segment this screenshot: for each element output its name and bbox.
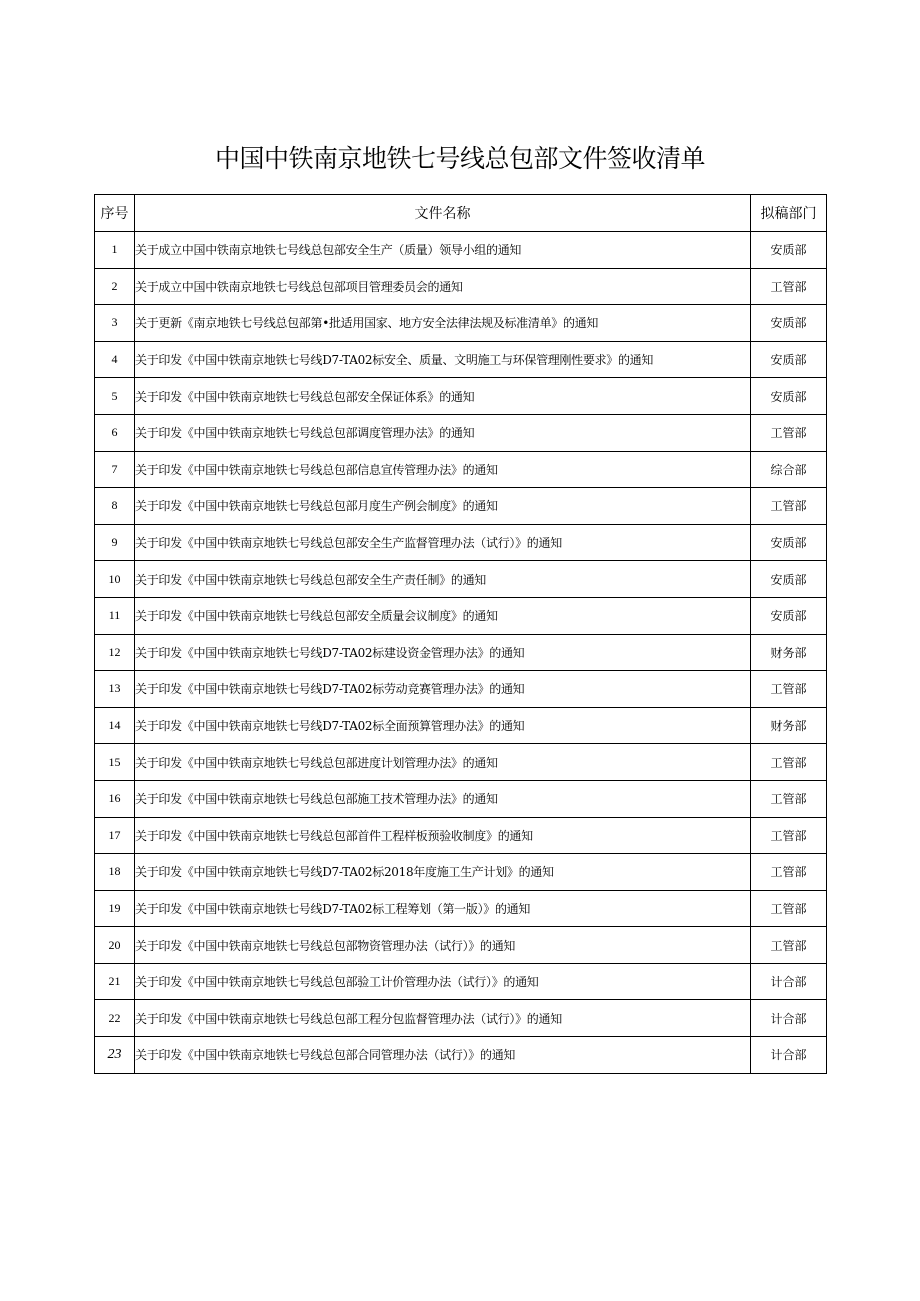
row-serial-number: 10 <box>95 561 135 598</box>
row-document-name: 关于成立中国中铁南京地铁七号线总包部项目管理委员会的通知 <box>135 268 751 305</box>
row-document-name: 关于印发《中国中铁南京地铁七号线总包部安全质量会议制度》的通知 <box>135 597 751 634</box>
table-row <box>95 780 827 817</box>
row-document-name: 关于印发《中国中铁南京地铁七号线总包部工程分包监督管理办法（试行）》的通知 <box>135 1000 751 1037</box>
row-drafting-department: 工管部 <box>751 890 827 927</box>
row-drafting-department: 财务部 <box>751 707 827 744</box>
row-drafting-department: 计合部 <box>751 1000 827 1037</box>
table-row <box>95 232 827 269</box>
row-document-name: 关于印发《中国中铁南京地铁七号线D7-TA02标劳动竞赛管理办法》的通知 <box>135 671 751 708</box>
table-header-row <box>95 195 827 232</box>
table-row <box>95 268 827 305</box>
table-row <box>95 927 827 964</box>
row-document-name: 关于印发《中国中铁南京地铁七号线总包部合同管理办法（试行）》的通知 <box>135 1037 751 1074</box>
row-drafting-department: 工管部 <box>751 488 827 525</box>
table-row <box>95 817 827 854</box>
table-row <box>95 963 827 1000</box>
table-row <box>95 890 827 927</box>
row-drafting-department: 工管部 <box>751 414 827 451</box>
row-drafting-department: 安质部 <box>751 524 827 561</box>
row-serial-number: 5 <box>95 378 135 415</box>
table-row <box>95 561 827 598</box>
row-document-name: 关于印发《中国中铁南京地铁七号线总包部施工技术管理办法》的通知 <box>135 780 751 817</box>
row-document-name: 关于印发《中国中铁南京地铁七号线总包部调度管理办法》的通知 <box>135 414 751 451</box>
row-document-name: 关于印发《中国中铁南京地铁七号线总包部月度生产例会制度》的通知 <box>135 488 751 525</box>
row-drafting-department: 工管部 <box>751 671 827 708</box>
table-row <box>95 671 827 708</box>
row-serial-number: 9 <box>95 524 135 561</box>
row-drafting-department: 安质部 <box>751 561 827 598</box>
row-serial-number: 15 <box>95 744 135 781</box>
row-drafting-department: 安质部 <box>751 341 827 378</box>
table-row <box>95 451 827 488</box>
row-serial-number: 16 <box>95 780 135 817</box>
row-drafting-department: 计合部 <box>751 963 827 1000</box>
row-document-name: 关于印发《中国中铁南京地铁七号线总包部安全生产监督管理办法（试行）》的通知 <box>135 524 751 561</box>
row-serial-number: 23 <box>95 1037 135 1074</box>
row-serial-number: 20 <box>95 927 135 964</box>
table-row <box>95 341 827 378</box>
row-drafting-department: 安质部 <box>751 305 827 342</box>
table-row <box>95 378 827 415</box>
table-row <box>95 1000 827 1037</box>
table-row <box>95 634 827 671</box>
row-serial-number: 2 <box>95 268 135 305</box>
row-serial-number: 12 <box>95 634 135 671</box>
header-drafting-department: 拟稿部门 <box>751 195 827 232</box>
header-serial-number: 序号 <box>95 195 135 232</box>
row-document-name: 关于印发《中国中铁南京地铁七号线总包部安全保证体系》的通知 <box>135 378 751 415</box>
row-document-name: 关于印发《中国中铁南京地铁七号线总包部物资管理办法（试行）》的通知 <box>135 927 751 964</box>
row-serial-number: 18 <box>95 854 135 891</box>
table-row <box>95 854 827 891</box>
table-row <box>95 414 827 451</box>
row-serial-number: 21 <box>95 963 135 1000</box>
row-serial-number: 8 <box>95 488 135 525</box>
row-serial-number: 6 <box>95 414 135 451</box>
row-document-name: 关于印发《中国中铁南京地铁七号线总包部首件工程样板预验收制度》的通知 <box>135 817 751 854</box>
table-row <box>95 524 827 561</box>
row-document-name: 关于印发《中国中铁南京地铁七号线总包部验工计价管理办法（试行）》的通知 <box>135 963 751 1000</box>
row-document-name: 关于更新《南京地铁七号线总包部第•批适用国家、地方安全法律法规及标准清单》的通知 <box>135 305 751 342</box>
row-serial-number: 13 <box>95 671 135 708</box>
row-serial-number: 17 <box>95 817 135 854</box>
header-document-name: 文件名称 <box>135 195 751 232</box>
table-row <box>95 744 827 781</box>
table-body <box>95 232 827 1074</box>
row-serial-number: 19 <box>95 890 135 927</box>
row-document-name: 关于印发《中国中铁南京地铁七号线总包部安全生产责任制》的通知 <box>135 561 751 598</box>
row-drafting-department: 工管部 <box>751 268 827 305</box>
page-title: 中国中铁南京地铁七号线总包部文件签收清单 <box>214 144 705 173</box>
row-drafting-department: 计合部 <box>751 1037 827 1074</box>
row-document-name: 关于印发《中国中铁南京地铁七号线D7-TA02标全面预算管理办法》的通知 <box>135 707 751 744</box>
row-document-name: 关于印发《中国中铁南京地铁七号线总包部进度计划管理办法》的通知 <box>135 744 751 781</box>
row-serial-number: 11 <box>95 597 135 634</box>
row-document-name: 关于印发《中国中铁南京地铁七号线D7-TA02标建设资金管理办法》的通知 <box>135 634 751 671</box>
row-document-name: 关于印发《中国中铁南京地铁七号线D7-TA02标工程筹划（第一版）》的通知 <box>135 890 751 927</box>
table-row <box>95 1037 827 1074</box>
table-row <box>95 488 827 525</box>
table-row <box>95 707 827 744</box>
row-drafting-department: 安质部 <box>751 378 827 415</box>
row-serial-number: 22 <box>95 1000 135 1037</box>
row-drafting-department: 综合部 <box>751 451 827 488</box>
row-document-name: 关于印发《中国中铁南京地铁七号线总包部信息宣传管理办法》的通知 <box>135 451 751 488</box>
row-serial-number: 7 <box>95 451 135 488</box>
table-row <box>95 597 827 634</box>
row-document-name: 关于成立中国中铁南京地铁七号线总包部安全生产（质量）领导小组的通知 <box>135 232 751 269</box>
row-document-name: 关于印发《中国中铁南京地铁七号线D7-TA02标2018年度施工生产计划》的通知 <box>135 854 751 891</box>
row-serial-number: 1 <box>95 232 135 269</box>
row-drafting-department: 工管部 <box>751 927 827 964</box>
row-drafting-department: 财务部 <box>751 634 827 671</box>
row-drafting-department: 安质部 <box>751 597 827 634</box>
row-drafting-department: 工管部 <box>751 744 827 781</box>
document-list-table <box>94 194 827 1074</box>
row-drafting-department: 安质部 <box>751 232 827 269</box>
row-serial-number: 4 <box>95 341 135 378</box>
row-serial-number: 3 <box>95 305 135 342</box>
row-drafting-department: 工管部 <box>751 780 827 817</box>
row-document-name: 关于印发《中国中铁南京地铁七号线D7-TA02标安全、质量、文明施工与环保管理刚性要求》的通知 <box>135 341 751 378</box>
table-row <box>95 305 827 342</box>
row-drafting-department: 工管部 <box>751 854 827 891</box>
row-serial-number: 14 <box>95 707 135 744</box>
row-drafting-department: 工管部 <box>751 817 827 854</box>
